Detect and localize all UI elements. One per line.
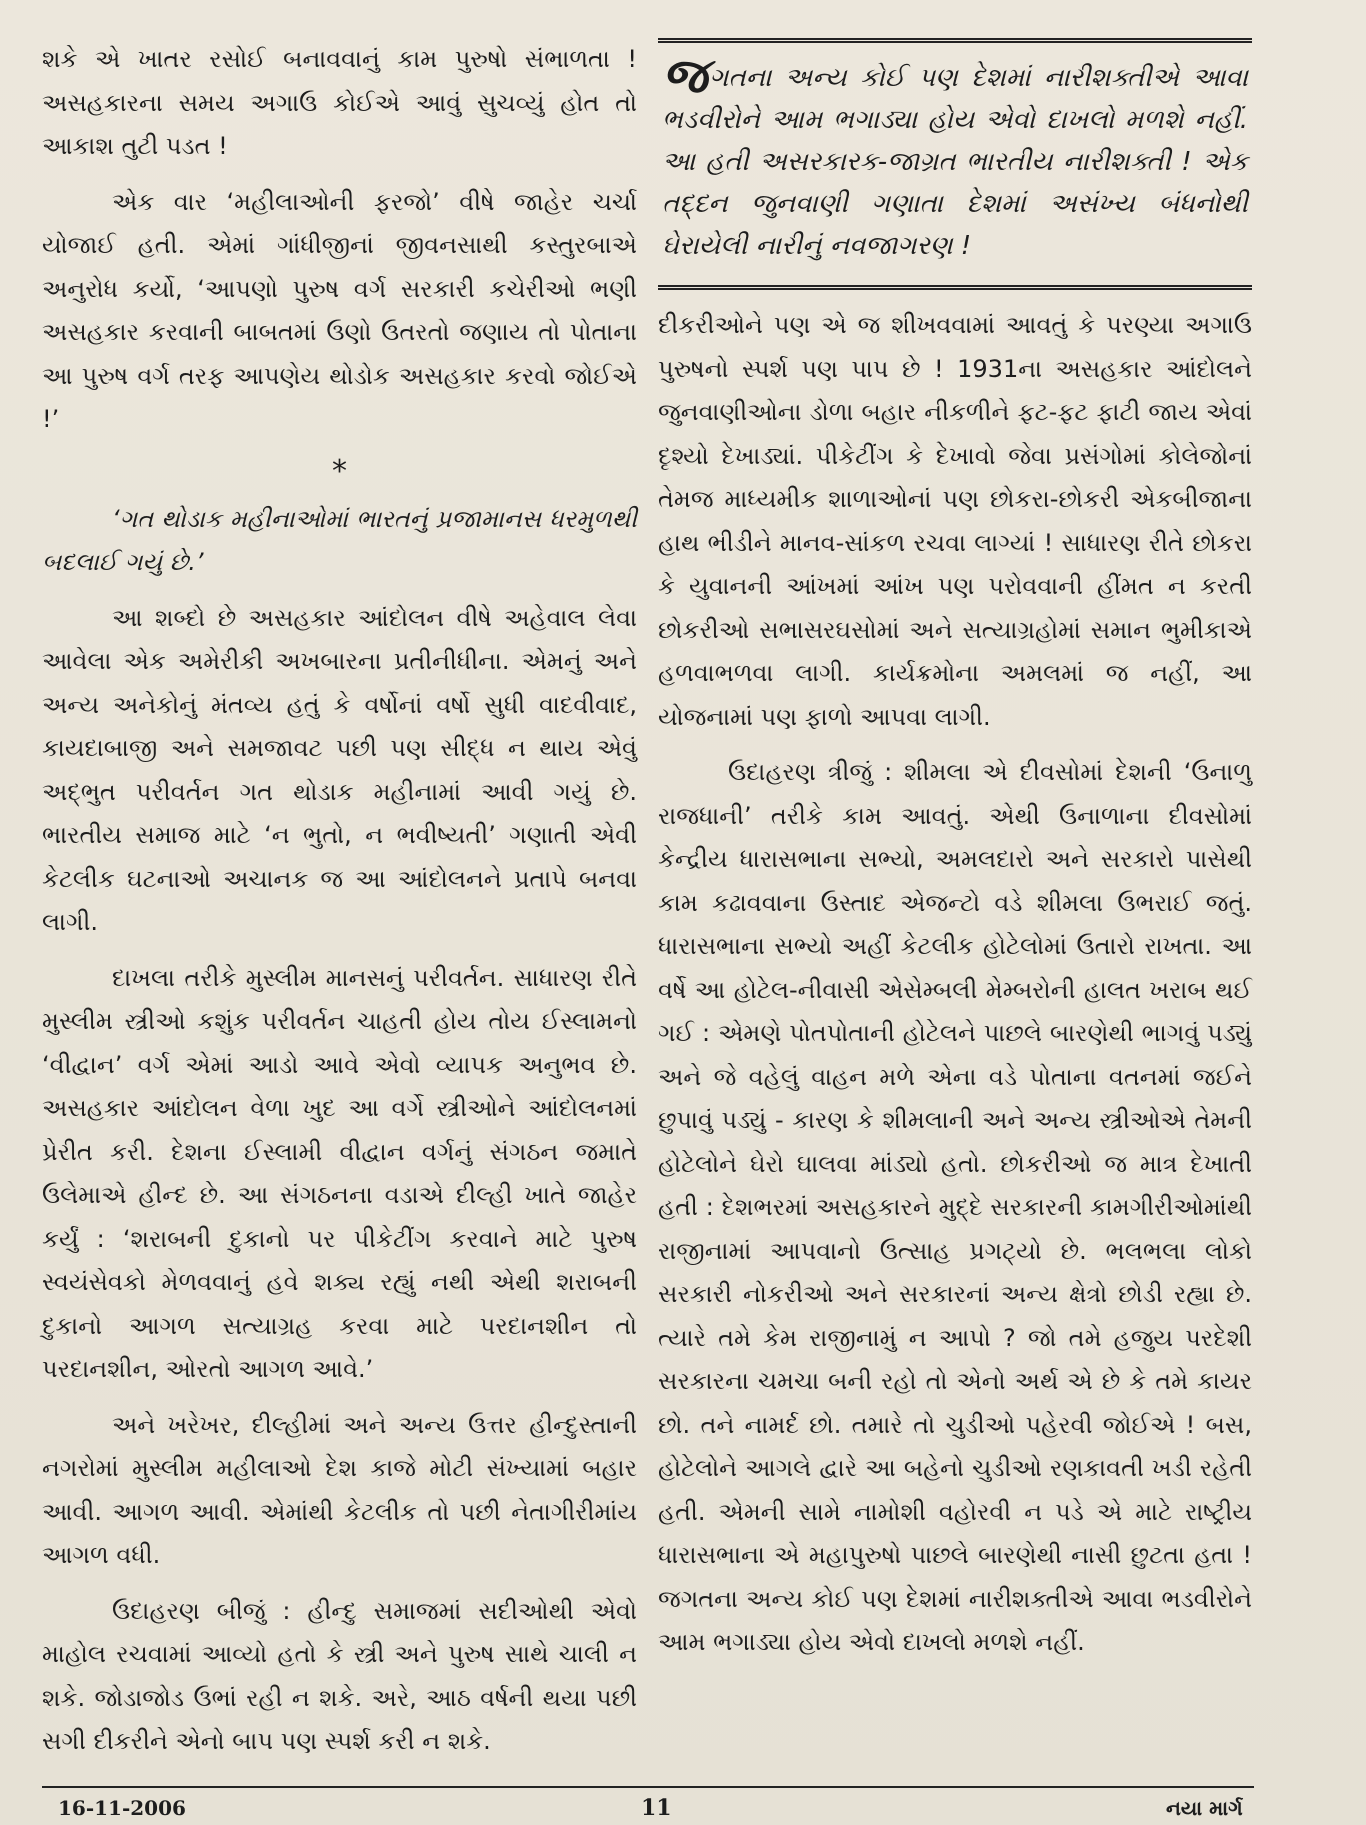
issue-date: 16-11-2006: [58, 1796, 186, 1820]
left-column: [42, 38, 637, 1764]
footer-divider: [42, 1786, 1254, 1788]
paragraph: આ શબ્દો છે અસહકાર આંદોલન વીષે અહેવાલ લેવા આવેલા એક અમેરીકી અખબારના પ્રતીનીધીના. એમનું અને અન્ય અનેકોનું મંતવ્ય હતું કે વર્ષોનાં વર્ષો સુધી વાદવીવાદ, કાયદાબાજી અને સમજાવટ પછી પણ સીદ્ધ ન થાય એવું અદ્ભુત પરીવર્તન ગત થોડાક મહીનામાં આવી ગયું છે. ભારતીય સમાજ માટે ‘ન ભુતો, ન ભવીષ્યતી’ ગણાતી એવી કેટલીક ઘટનાઓ અચાનક જ આ આંદોલનને પ્રતાપે બનવા લાગી.: [42, 603, 637, 936]
right-column: [658, 38, 1252, 1665]
paragraph: દાખલા તરીકે મુસ્લીમ માનસનું પરીવર્તન. સાધારણ રીતે મુસ્લીમ સ્ત્રીઓ કશુંક પરીવર્તન ચાહતી હોય તોય ઈસ્લામનો ‘વીદ્વાન’ વર્ગ એમાં આડો આવે એવો વ્યાપક અનુભવ છે. અસહકાર આંદોલન વેળા ખુદ આ વર્ગે સ્ત્રીઓને આંદોલનમાં પ્રેરીત કરી. દેશના ઈસ્લામી વીદ્વાન વર્ગનું સંગઠન જમાતે ઉલેમાએ હીન્દ છે. આ સંગઠનના વડાએ દીલ્હી ખાતે જાહેર કર્યું : ‘શરાબની દુકાનો પર પીકેટીંગ કરવાને માટે પુરુષ સ્વયંસેવકો મેળવવાનું હવે શક્ય રહ્યું નથી એથી શરાબની દુકાનો આગળ સત્યાગ્રહ કરવા માટે પરદાનશીન તો પરદાનશીન, ઓરતો આગળ આવે.’: [42, 963, 637, 1383]
page-number: 11: [641, 1795, 672, 1821]
paragraph: એક વાર ‘મહીલાઓની ફરજો’ વીષે જાહેર ચર્ચા યોજાઈ હતી. એમાં ગાંધીજીનાં જીવનસાથી કસ્તુરબાએ અનુરોધ કર્યો, ‘આપણો પુરુષ વર્ગ સરકારી કચેરીઓ ભણી અસહકાર કરવાની બાબતમાં ઉણો ઉતરતો જણાય તો પોતાના આ પુરુષ વર્ગ તરફ આપણેય થોડોક અસહકાર કરવો જોઈએ !’: [42, 187, 637, 433]
highlight-text: ગતના અન્ય કોઈ પણ દેશમાં નારીશક્તીએ આવા ભડવીરોને આમ ભગાડ્યા હોય એવો દાખલો મળશે નહીં. આ હતી અસરકારક-જાગ્રત ભારતીય નારીશક્તી ! એક તદ્દન જુનવાણી ગણાતા દેશમાં અસંખ્ય બંધનોથી ઘેરાયેલી નારીનું નવજાગરણ !: [662, 63, 1248, 261]
paragraph: શકે એ ખાતર રસોઈ બનાવવાનું કામ પુરુષો સંભાળતા ! અસહકારના સમય અગાઉ કોઈએ આવું સુચવ્યું હોત તો આકાશ તુટી પડત !: [42, 45, 637, 160]
pull-quote: ‘ગત થોડાક મહીનાઓમાં ભારતનું પ્રજામાનસ ધરમુળથી બદલાઈ ગયું છે.’: [42, 504, 637, 576]
highlight-box: [658, 38, 1252, 290]
drop-cap: જ: [662, 48, 708, 104]
paragraph: ઉદાહરણ ત્રીજું : શીમલા એ દીવસોમાં દેશની ‘ઉનાળુ રાજધાની’ તરીકે કામ આવતું. એથી ઉનાળાના દીવસોમાં કેન્દ્રીય ધારાસભાના સભ્યો, અમલદારો અને સરકારો પાસેથી કામ કઢાવવાના ઉસ્તાદ એજન્ટો વડે શીમલા ઉભરાઈ જતું. ધારાસભાના સભ્યો અહીં કેટલીક હોટેલોમાં ઉતારો રાખતા. આ વર્ષે આ હોટેલ-નીવાસી એસેમ્બલી મેમ્બરોની હાલત ખરાબ થઈ ગઈ : એમણે પોતપોતાની હોટેલને પાછલે બારણેથી ભાગવું પડ્યું અને જે વહેલું વાહન મળે એના વડે પોતાના વતનમાં જઈને છુપાવું પડ્યું - કારણ કે શીમલાની અને અન્ય સ્ત્રીઓએ તેમની હોટેલોને ઘેરો ઘાલવા માંડ્યો હતો. છોકરીઓ જ માત્ર દેખાતી હતી : દેશભરમાં અસહકારને મુદ્દે સરકારની કામગીરીઓમાંથી રાજીનામાં આપવાનો ઉત્સાહ પ્રગટ્યો છે. ભલભલા લોકો સરકારી નોકરીઓ અને સરકારનાં અન્ય ક્ષેત્રો છોડી રહ્યા છે. ત્યારે તમે કેમ રાજીનામું ન આપો ? જો તમે હજુય પરદેશી સરકારના ચમચા બની રહો તો એનો અર્થ એ છે કે તમે કાયર છો. તને નામર્દ છો. તમારે તો ચુડીઓ પહેરવી જોઈએ ! બસ, હોટેલોને આગલે દ્વારે આ બહેનો ચુડીઓ રણકાવતી ખડી રહેતી હતી. એમની સામે નામોશી વહોરવી ન પડે એ માટે રાષ્ટ્રીય ધારાસભાના એ મહાપુરુષો પાછલે બારણેથી નાસી છુટતા હતા ! જગતના અન્ય કોઈ પણ દેશમાં નારીશક્તીએ આવા ભડવીરોને આમ ભગાડ્યા હોય એવો દાખલો મળશે નહીં.: [658, 758, 1252, 1656]
paragraph: દીકરીઓને પણ એ જ શીખવવામાં આવતું કે પરણ્યા અગાઉ પુરુષનો સ્પર્શ પણ પાપ છે ! 1931ના અસહકાર આંદોલને જુનવાણીઓના ડોળા બહાર નીકળીને ફટ-ફટ ફાટી જાય એવાં દૃશ્યો દેખાડ્યાં. પીકેટીંગ કે દેખાવો જેવા પ્રસંગોમાં કોલેજોનાં તેમજ માધ્યમીક શાળાઓનાં પણ છોકરા-છોકરી એકબીજાના હાથ ભીડીને માનવ-સાંકળ રચવા લાગ્યાં ! સાધારણ રીતે છોકરા કે યુવાનની આંખમાં આંખ પણ પરોવવાની હીંમત ન કરતી છોકરીઓ સભાસરઘસોમાં અને સત્યાગ્રહોમાં સમાન ભુમીકાએ હળવાભળવા લાગી. કાર્યક્રમોના અમલમાં જ નહીં, આ યોજનામાં પણ ફાળો આપવા લાગી.: [658, 311, 1252, 731]
section-separator: *: [332, 453, 347, 489]
paragraph: અને ખરેખર, દીલ્હીમાં અને અન્ય ઉત્તર હીન્દુસ્તાની નગરોમાં મુસ્લીમ મહીલાઓ દેશ કાજે મોટી સંખ્યામાં બહાર આવી. આગળ આવી. એમાંથી કેટલીક તો પછી નેતાગીરીમાંય આગળ વધી.: [42, 1410, 637, 1569]
paragraph: ઉદાહરણ બીજું : હીન્દુ સમાજમાં સદીઓથી એવો માહોલ રચવામાં આવ્યો હતો કે સ્ત્રી અને પુરુષ સાથે ચાલી ન શકે. જોડાજોડ ઉભાં રહી ન શકે. અરે, આઠ વર્ષની થયા પછી સગી દીકરીને એનો બાપ પણ સ્પર્શ કરી ન શકે.: [42, 1596, 637, 1755]
magazine-name: નયા માર્ગ: [1166, 1796, 1243, 1820]
